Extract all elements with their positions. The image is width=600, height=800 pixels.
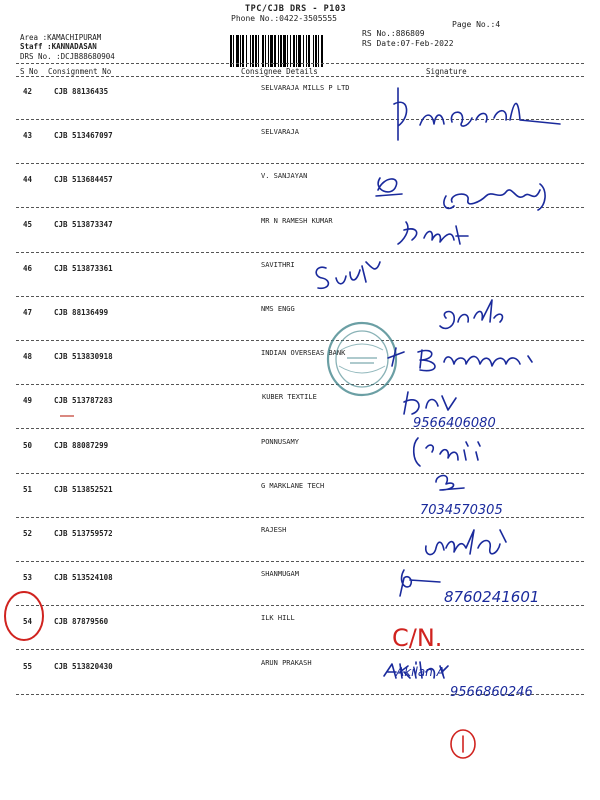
row-consignee: SHANMUGAM — [261, 570, 299, 578]
row-divider — [16, 649, 584, 650]
row-consignee: SELVARAJA MILLS P LTD — [261, 84, 350, 92]
row-divider — [16, 119, 584, 120]
rs-number: RS No.:886809 — [362, 29, 425, 38]
signature-53-icon — [400, 570, 440, 596]
signature-52-icon — [426, 530, 506, 555]
row-divider — [16, 207, 584, 208]
row-sno: 52 — [23, 529, 33, 538]
signature-49-icon — [404, 392, 456, 414]
row-sno: 44 — [23, 175, 33, 184]
row-divider — [16, 296, 584, 297]
signature-50-icon — [414, 438, 480, 466]
column-header-sno: S No — [20, 67, 39, 76]
handwritten-phone-51: 7034570305 — [420, 503, 503, 518]
handwritten-name-55: Akilan A — [396, 665, 445, 679]
row-consignee: INDIAN OVERSEAS BANK — [261, 349, 346, 357]
row-consignee: SAVITHRI — [261, 261, 295, 269]
signature-47-icon — [440, 300, 502, 328]
row-consignee: V. SANJAYAN — [261, 172, 308, 180]
row-consignment: CJB 88087299 — [54, 441, 109, 450]
row-consignment: CJB 513852521 — [54, 485, 113, 494]
row-divider — [16, 340, 584, 341]
row-sno: 50 — [23, 441, 33, 450]
row-sno: 47 — [23, 308, 33, 317]
column-header-consignee: Consignee Details — [241, 67, 318, 76]
signature-42-icon — [394, 88, 560, 140]
drs-title: TPC/CJB DRS - P103 — [245, 4, 347, 14]
row-divider — [16, 252, 584, 253]
row-consignee: ILK HILL — [261, 614, 295, 622]
row-divider — [16, 163, 584, 164]
row-sno: 49 — [23, 396, 33, 405]
phone-number: Phone No.:0422-3505555 — [231, 14, 337, 23]
row-sno: 48 — [23, 352, 33, 361]
row-divider — [16, 605, 584, 606]
row-consignment: CJB 513684457 — [54, 175, 113, 184]
row-consignee: RAJESH — [261, 526, 287, 534]
row-divider — [16, 428, 584, 429]
row-consignment: CJB 513787283 — [54, 396, 113, 405]
column-header-consignment: Consignment No — [48, 67, 112, 76]
row-consignment: CJB 513830918 — [54, 352, 113, 361]
row-consignment: CJB 513467097 — [54, 131, 113, 140]
signature-55-icon — [384, 662, 448, 678]
handwritten-phone-55: 9566860246 — [450, 685, 533, 700]
signature-48-icon — [388, 348, 532, 371]
row-consignment: CJB 513873361 — [54, 264, 113, 273]
row-sno: 55 — [23, 662, 33, 671]
row-consignee: KUBER TEXTILE — [262, 393, 317, 401]
handwritten-phone-53: 8760241601 — [444, 588, 540, 606]
row-consignment: CJB 513524108 — [54, 573, 113, 582]
page-number: Page No.:4 — [452, 20, 501, 29]
row-sno: 51 — [23, 485, 33, 494]
office-stamp-icon — [325, 320, 399, 398]
row-sno: 54 — [23, 617, 33, 626]
column-header-signature: Signature — [426, 67, 467, 76]
handwritten-phone-49: 9566406080 — [413, 416, 496, 431]
row-consignee: SELVARAJA — [261, 128, 299, 136]
row-sno: 46 — [23, 264, 33, 273]
divider — [16, 76, 584, 77]
row-divider — [16, 694, 584, 695]
row-consignment: CJB 513759572 — [54, 529, 113, 538]
signature-51-icon — [436, 476, 464, 491]
row-sno: 42 — [23, 87, 33, 96]
row-divider — [16, 517, 584, 518]
handwritten-cn-54: C/N. — [392, 624, 443, 652]
row-consignment: CJB 88136435 — [54, 87, 109, 96]
drs-number: DRS No. :DCJB88680904 — [20, 52, 115, 61]
signature-46-icon — [316, 262, 380, 288]
area-label: Area :KAMACHIPURAM — [20, 33, 102, 42]
divider — [16, 63, 584, 64]
signature-45-icon — [398, 222, 468, 244]
row-consignment: CJB 87879560 — [54, 617, 109, 626]
row-consignment: CJB 513873347 — [54, 220, 113, 229]
row-consignment: CJB 88136499 — [54, 308, 109, 317]
row-consignee: PONNUSAMY — [261, 438, 299, 446]
row-consignment: CJB 513820430 — [54, 662, 113, 671]
row-divider — [16, 384, 584, 385]
row-divider — [16, 473, 584, 474]
row-sno: 45 — [23, 220, 33, 229]
row-consignee: G MARKLANE TECH — [261, 482, 325, 490]
row-consignee: ARUN PRAKASH — [261, 659, 312, 667]
red-circle-icon — [5, 592, 43, 640]
row-divider — [16, 561, 584, 562]
row-consignee: MR N RAMESH KUMAR — [261, 217, 333, 225]
row-sno: 43 — [23, 131, 33, 140]
row-sno: 53 — [23, 573, 33, 582]
red-circle-small-icon — [451, 730, 475, 758]
signature-44-icon — [376, 178, 545, 210]
row-consignee: NMS ENGG — [261, 305, 295, 313]
staff-label: Staff :KANNADASAN — [20, 42, 97, 51]
rs-date: RS Date:07-Feb-2022 — [362, 39, 454, 48]
